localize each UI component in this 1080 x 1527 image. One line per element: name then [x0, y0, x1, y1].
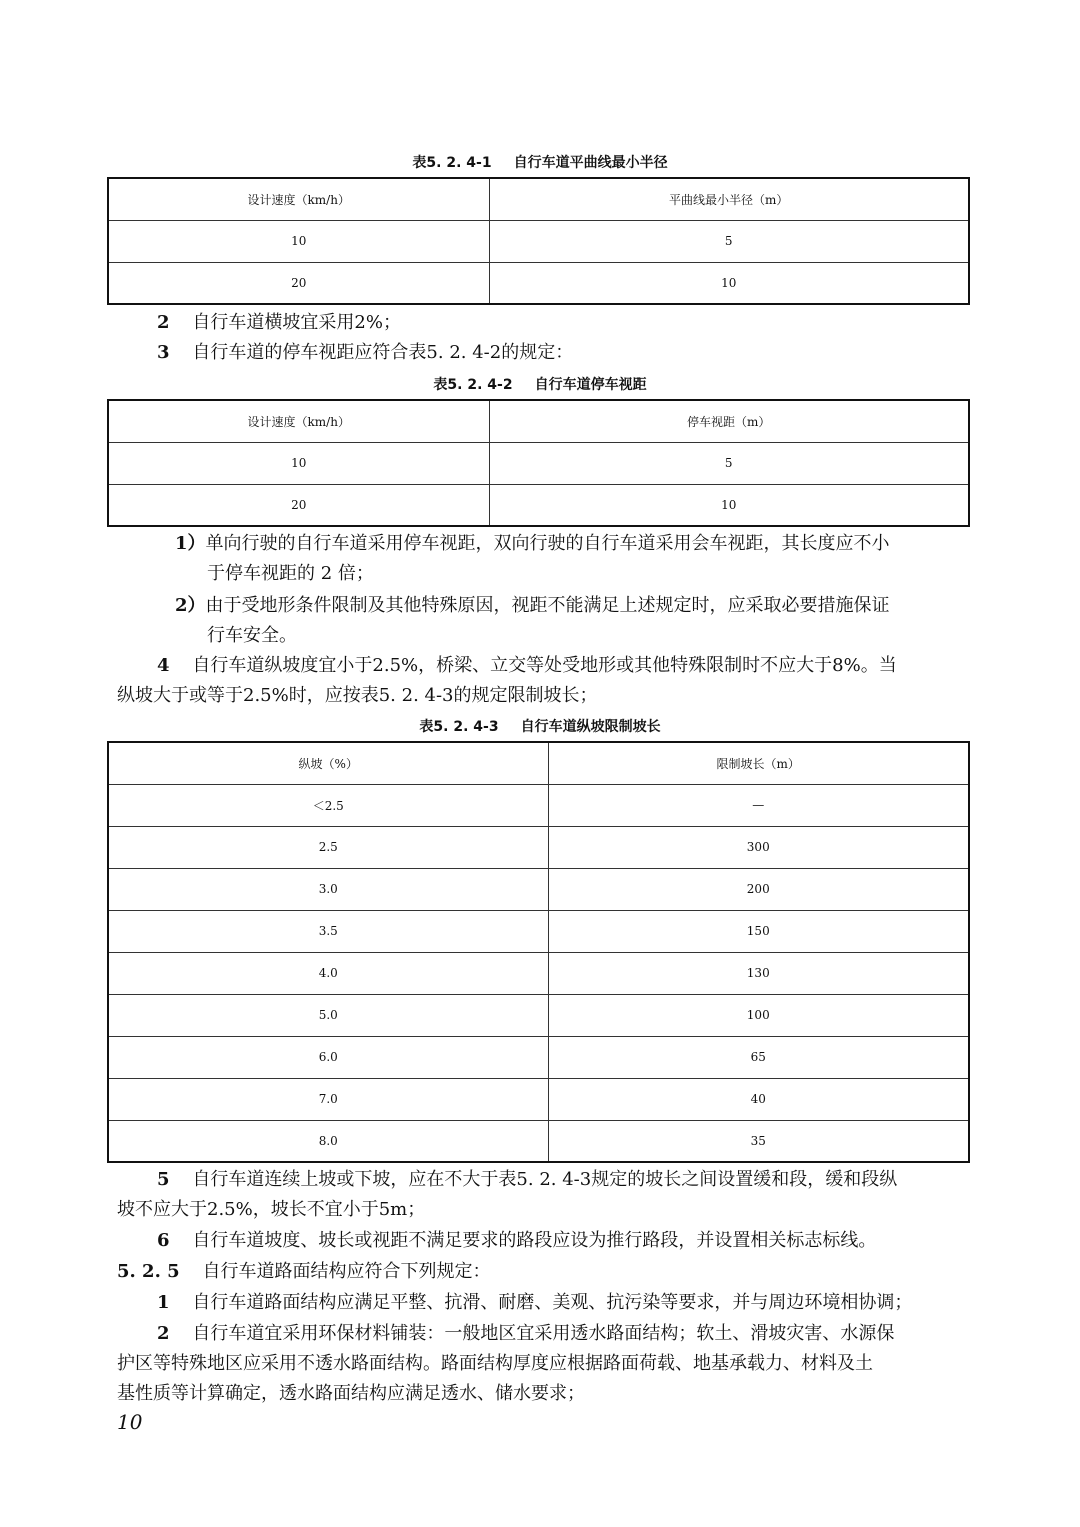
table-row: [108, 826, 969, 868]
table-header-cell: 停车视距（m）: [489, 400, 969, 442]
table-row: [108, 784, 969, 826]
table3-caption-title: 自行车道纵坡限制坡长: [520, 719, 661, 735]
table-row: [108, 1078, 969, 1120]
table-cell: ＜2.5: [108, 784, 548, 826]
table-cell: 8.0: [108, 1120, 548, 1162]
table-cell: 10: [108, 220, 489, 262]
item-continuation: 坡不应大于2.5%，坡长不宜小于5m；: [117, 1199, 426, 1220]
note-item: [175, 592, 890, 620]
table-row: [108, 994, 969, 1036]
table-cell: 5: [489, 220, 969, 262]
table-header-cell: 设计速度（km/h）: [108, 178, 489, 220]
table-cell: 3.0: [108, 868, 548, 910]
table-row: [108, 442, 969, 484]
section-text: 自行车道路面结构应符合下列规定：: [202, 1261, 491, 1282]
item-text: 自行车道连续上坡或下坡，应在不大于表5. 2. 4-3规定的坡长之间设置缓和段，缓和段纵: [192, 1169, 898, 1190]
item-text: 自行车道宜采用环保材料铺装：一般地区宜采用透水路面结构；软土、滑坡灾害、水源保: [192, 1323, 895, 1344]
table-cell: 4.0: [108, 952, 548, 994]
item-text: 自行车道坡度、坡长或视距不满足要求的路段应设为推行路段，并设置相关标志标线。: [192, 1230, 877, 1251]
table-cell: 7.0: [108, 1078, 548, 1120]
note-text: 由于受地形条件限制及其他特殊原因，视距不能满足上述规定时，应采取必要措施保证: [205, 595, 890, 616]
item-text: 自行车道路面结构应满足平整、抗滑、耐磨、美观、抗污染等要求，并与周边环境相协调；: [192, 1292, 913, 1313]
table2-caption-title: 自行车道停车视距: [534, 377, 647, 393]
list-item: [157, 339, 573, 367]
item-number: 1: [157, 1292, 170, 1313]
item-text: 自行车道横坡宜采用2%；: [192, 312, 401, 333]
table-header-cell: 限制坡长（m）: [548, 742, 969, 784]
table-cell: 20: [108, 262, 489, 304]
table-cell: 10: [108, 442, 489, 484]
note-text: 单向行驶的自行车道采用停车视距，双向行驶的自行车道采用会车视距，其长度应不小: [205, 533, 890, 554]
item-text: 自行车道的停车视距应符合表5. 2. 4-2的规定：: [192, 342, 574, 363]
table-header-cell: 纵坡（%）: [108, 742, 548, 784]
table-header-cell: 平曲线最小半径（m）: [489, 178, 969, 220]
table-row: [108, 262, 969, 304]
table-header-row: [108, 178, 969, 220]
table3: [107, 741, 970, 1163]
table1-caption-title: 自行车道平曲线最小半径: [513, 155, 668, 171]
table1-caption-number: 表5. 2. 4-1: [412, 155, 492, 171]
item-number: 2: [157, 1323, 170, 1344]
table-row: [108, 868, 969, 910]
table-row: [108, 220, 969, 262]
table-header-cell: 设计速度（km/h）: [108, 400, 489, 442]
table-row: [108, 484, 969, 526]
note-item: [175, 530, 890, 558]
item-number: 6: [157, 1230, 170, 1251]
item-text: 自行车道纵坡度宜小于2.5%，桥梁、立交等处受地形或其他特殊限制时不应大于8%。当: [192, 655, 897, 676]
table-cell: 3.5: [108, 910, 548, 952]
table-cell: 20: [108, 484, 489, 526]
section-heading: [117, 1258, 491, 1286]
list-item: [157, 309, 401, 337]
table-cell: 150: [548, 910, 969, 952]
table-cell: 5.0: [108, 994, 548, 1036]
table-cell: 35: [548, 1120, 969, 1162]
table-row: [108, 1036, 969, 1078]
item-number: 5: [157, 1169, 170, 1190]
section-number: 5. 2. 5: [117, 1261, 180, 1282]
table-cell: 100: [548, 994, 969, 1036]
table-cell: 2.5: [108, 826, 548, 868]
item-number: 3: [157, 342, 170, 363]
list-item: [157, 1289, 912, 1317]
table-header-row: [108, 400, 969, 442]
table-cell: 130: [548, 952, 969, 994]
table-cell: 40: [548, 1078, 969, 1120]
table-cell: 5: [489, 442, 969, 484]
page-number: 10: [117, 1410, 143, 1434]
note-continuation: 于停车视距的 2 倍；: [207, 563, 374, 584]
table3-caption-number: 表5. 2. 4-3: [419, 719, 499, 735]
item-continuation: 纵坡大于或等于2.5%时，应按表5. 2. 4-3的规定限制坡长；: [117, 685, 598, 706]
table1: [107, 177, 970, 305]
note-number: 2）: [175, 595, 206, 616]
note-continuation: 行车安全。: [207, 625, 297, 646]
list-item: [157, 1320, 894, 1348]
table-cell: 6.0: [108, 1036, 548, 1078]
item-number: 2: [157, 312, 170, 333]
table-cell: —: [548, 784, 969, 826]
table2-caption-number: 表5. 2. 4-2: [433, 377, 513, 393]
table2-caption: [0, 374, 1080, 394]
table-header-row: [108, 742, 969, 784]
table-row: [108, 1120, 969, 1162]
table-cell: 10: [489, 262, 969, 304]
item-continuation: 基性质等计算确定，透水路面结构应满足透水、储水要求；: [117, 1383, 585, 1404]
table-cell: 300: [548, 826, 969, 868]
note-number: 1）: [175, 533, 206, 554]
list-item: [157, 1166, 897, 1194]
table-cell: 65: [548, 1036, 969, 1078]
table3-caption: [0, 716, 1080, 736]
table-cell: 10: [489, 484, 969, 526]
table2: [107, 399, 970, 527]
table-cell: 200: [548, 868, 969, 910]
item-continuation: 护区等特殊地区应采用不透水路面结构。路面结构厚度应根据路面荷载、地基承载力、材料及土: [117, 1353, 873, 1374]
table-row: [108, 952, 969, 994]
list-item: [157, 1227, 876, 1255]
table1-caption: [0, 152, 1080, 172]
table-row: [108, 910, 969, 952]
list-item: [157, 652, 897, 680]
item-number: 4: [157, 655, 170, 676]
